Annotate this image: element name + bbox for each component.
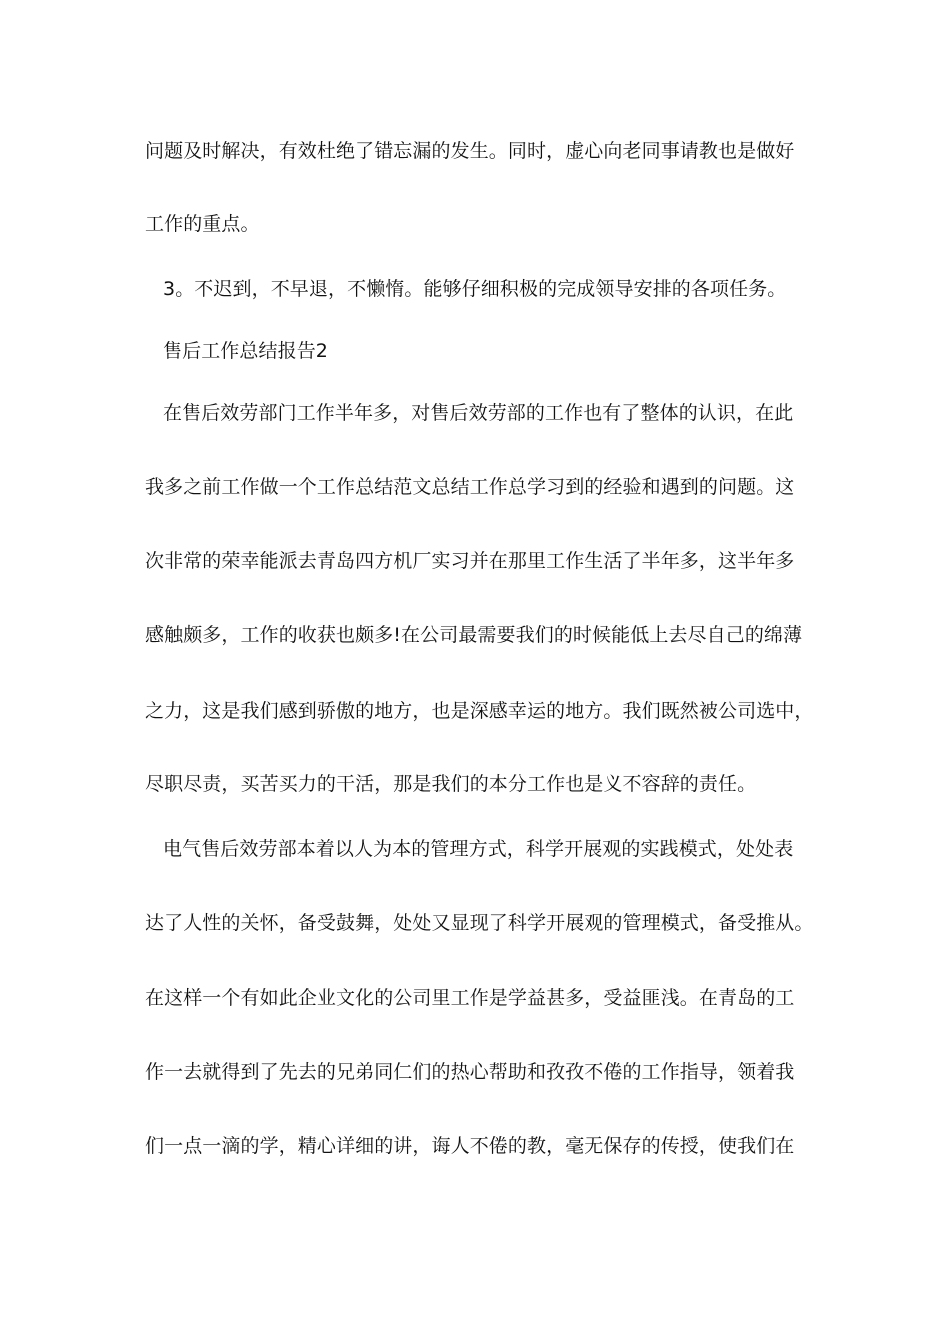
paragraph-line: 尽职尽责，买苦买力的干活，那是我们的本分工作也是义不容辞的责任。 [145,773,757,795]
paragraph-line: 我多之前工作做一个工作总结范文总结工作总学习到的经验和遇到的问题。这 [145,476,795,498]
paragraph-line: 电气售后效劳部本着以人为本的管理方式，科学开展观的实践模式，处处表 [163,838,794,860]
paragraph-line: 作一去就得到了先去的兄弟同仁们的热心帮助和孜孜不倦的工作指导，领着我 [145,1061,795,1083]
paragraph-line: 在这样一个有如此企业文化的公司里工作是学益甚多，受益匪浅。在青岛的工 [145,987,795,1009]
paragraph-line: 达了人性的关怀，备受鼓舞，处处又显现了科学开展观的管理模式，备受推从。 [145,912,814,934]
paragraph-line: 次非常的荣幸能派去青岛四方机厂实习并在那里工作生活了半年多，这半年多 [145,550,795,572]
list-item: 3。不迟到，不早退，不懒惰。能够仔细积极的完成领导安排的各项任务。 [163,278,787,300]
paragraph-line: 感触颇多，工作的收获也颇多!在公司最需要我们的时候能低上去尽自己的绵薄 [145,624,803,646]
paragraph-line: 们一点一滴的学，精心详细的讲，诲人不倦的教，毫无保存的传授，使我们在 [145,1135,795,1157]
section-heading: 售后工作总结报告2 [163,340,328,362]
paragraph-line: 之力，这是我们感到骄傲的地方，也是深感幸运的地方。我们既然被公司选中， [145,700,814,722]
paragraph-line: 问题及时解决，有效杜绝了错忘漏的发生。同时，虚心向老同事请教也是做好 [145,140,795,162]
paragraph-line: 工作的重点。 [145,213,260,235]
paragraph-line: 在售后效劳部门工作半年多，对售后效劳部的工作也有了整体的认识，在此 [163,402,794,424]
